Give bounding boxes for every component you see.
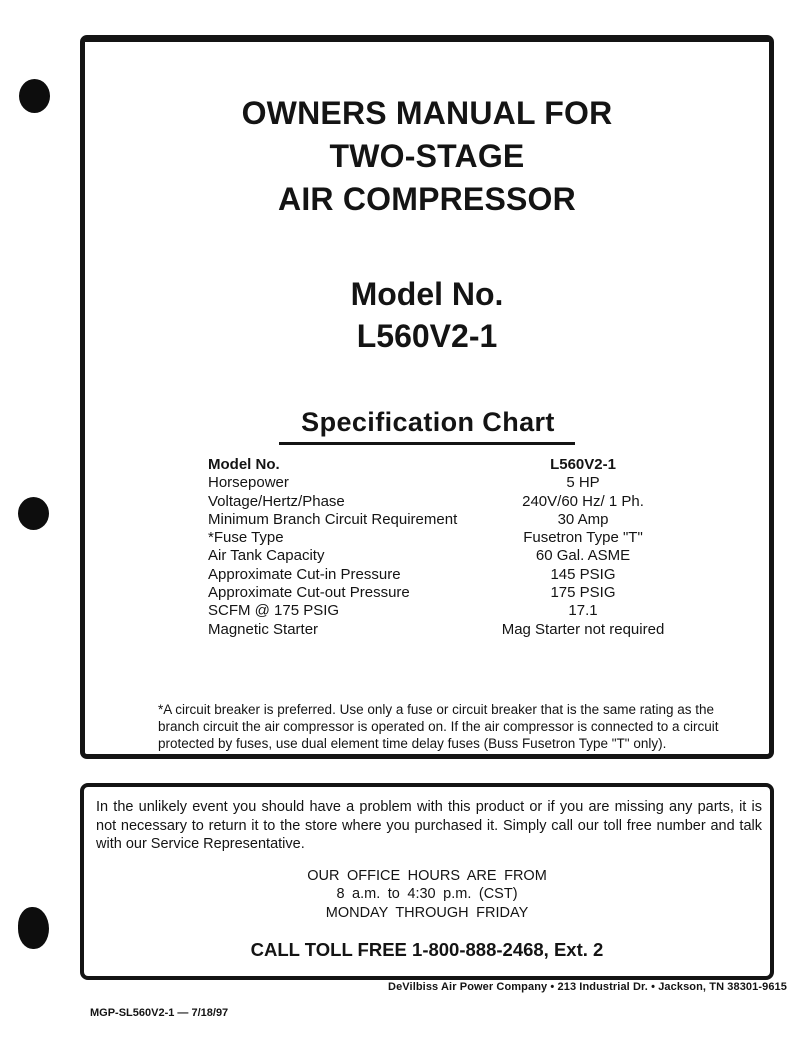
spec-label: Air Tank Capacity <box>208 547 325 565</box>
spec-row <box>85 474 769 492</box>
manual-cover-box <box>80 35 774 759</box>
model-block <box>85 273 769 357</box>
punch-mark-icon <box>18 497 49 530</box>
spec-value: 60 Gal. ASME <box>535 547 631 565</box>
spec-value: Mag Starter not required <box>501 620 665 638</box>
spec-label: SCFM @ 175 PSIG <box>208 602 340 620</box>
spec-row <box>85 456 769 474</box>
spec-label: *Fuse Type <box>208 529 284 547</box>
spec-value: 17.1 <box>568 602 598 620</box>
spec-row <box>85 547 769 565</box>
punch-mark-icon <box>18 907 49 949</box>
spec-label: Voltage/Hertz/Phase <box>208 492 345 510</box>
spec-label: Model No. <box>208 456 280 473</box>
hours-line: OUR OFFICE HOURS ARE FROM <box>307 867 547 884</box>
spec-value: 145 PSIG <box>550 565 616 583</box>
spec-label: Minimum Branch Circuit Requirement <box>208 510 458 528</box>
spec-label: Magnetic Starter <box>208 620 319 638</box>
spec-value: 5 HP <box>566 474 600 492</box>
spec-row <box>85 493 769 511</box>
spec-label: Horsepower <box>208 474 289 492</box>
spec-chart-heading: Specification Chart <box>279 407 575 445</box>
spec-row <box>85 584 769 602</box>
company-footer: DeVilbiss Air Power Company • 213 Industrial Dr. • Jackson, TN 38301-9615 <box>388 981 787 993</box>
spec-value: 175 PSIG <box>550 584 616 602</box>
spec-row <box>85 602 769 620</box>
spec-table <box>85 456 769 639</box>
model-number: L560V2-1 <box>356 318 498 354</box>
spec-row <box>85 529 769 547</box>
model-label: Model No. <box>350 276 504 312</box>
call-toll-free-line: CALL TOLL FREE 1-800-888-2468, Ext. 2 <box>250 939 604 960</box>
punch-mark-icon <box>19 79 50 113</box>
spec-value: 30 Amp <box>557 510 609 528</box>
spec-value: L560V2-1 <box>550 456 616 473</box>
spec-chart-heading-wrap <box>85 407 769 445</box>
spec-row <box>85 511 769 529</box>
service-paragraph: In the unlikely event you should have a problem with this product or if you are missing any parts, it is not necessary to return it to the store where you purchased it. Simply call our toll free number and talk with our Service Representative. <box>96 799 762 852</box>
service-info-box <box>80 783 774 980</box>
spec-value: 240V/60 Hz/ 1 Ph. <box>522 492 644 510</box>
spec-label: Approximate Cut-in Pressure <box>208 565 401 583</box>
spec-label: Approximate Cut-out Pressure <box>208 584 410 602</box>
spec-footnote: *A circuit breaker is preferred. Use only a fuse or circuit breaker that is the same rating as the branch circuit the air compressor is operated on. If the air compressor is connected to a circuit protected by fuses, use dual element time delay fuses (Buss Fusetron Type "T" only). <box>158 701 719 751</box>
manual-title <box>85 92 769 221</box>
office-hours <box>84 867 770 923</box>
doc-code: MGP-SL560V2-1 — 7/18/97 <box>90 1007 229 1019</box>
spec-value: Fusetron Type "T" <box>523 529 643 547</box>
hours-line: 8 a.m. to 4:30 p.m. (CST) <box>336 886 518 902</box>
spec-row <box>85 566 769 584</box>
spec-row <box>85 621 769 639</box>
hours-line: MONDAY THROUGH FRIDAY <box>325 904 529 921</box>
title-line: AIR COMPRESSOR <box>278 181 576 217</box>
title-line: TWO-STAGE <box>329 138 525 174</box>
title-line: OWNERS MANUAL FOR <box>241 95 613 131</box>
